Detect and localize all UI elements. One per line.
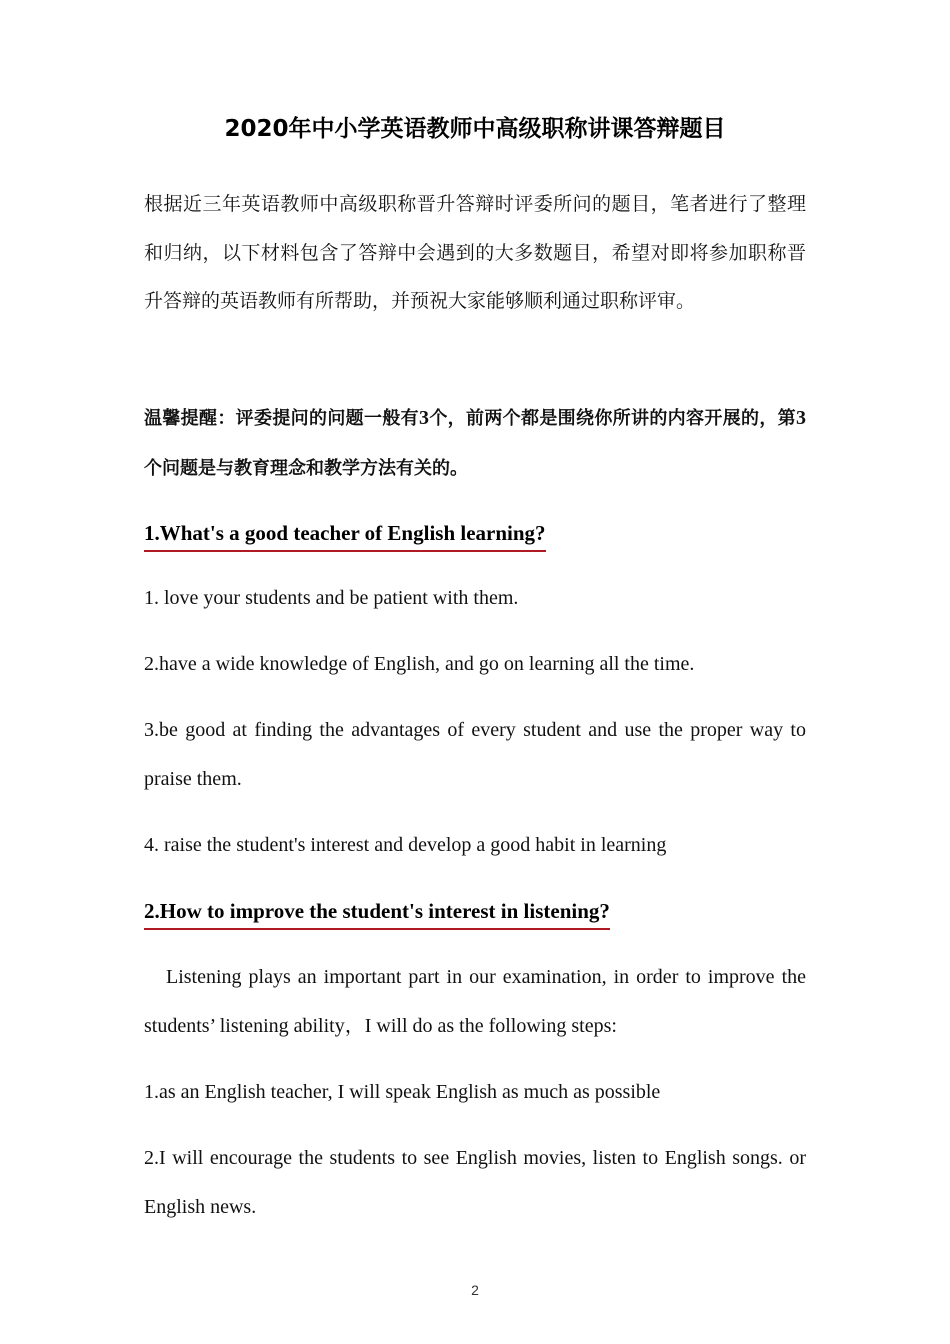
q1-answer-4: 4. raise the student's interest and develop a good habit in learning [144, 834, 667, 856]
tip-text-2: 个，前两个都是围绕你所讲的内容开展的，第 [429, 408, 796, 429]
question-1-heading: 1.What's a good teacher of English learning? [144, 518, 546, 552]
q1-answer-1: 1. love your students and be patient with them. [144, 587, 519, 609]
tip-text-1: 温馨提醒：评委提问的问题一般有 [144, 408, 419, 429]
tip-number-1: 3 [419, 407, 429, 429]
q2-answer-2: 2.I will encourage the students to see English movies, listen to English songs. or English news. [144, 1147, 806, 1218]
tip-paragraph [144, 393, 806, 494]
q2-intro-paragraph: Listening plays an important part in our examination, in order to improve the students’ listening ability，I will do as the following steps: [144, 966, 806, 1037]
q1-answer-3: 3.be good at finding the advantages of every student and use the proper way to praise them. [144, 719, 806, 790]
question-2-heading: 2.How to improve the student's interest in listening? [144, 896, 610, 930]
tip-number-2: 3 [796, 407, 806, 429]
q2-answer-1: 1.as an English teacher, I will speak English as much as possible [144, 1081, 661, 1103]
tip-text-3: 个问题是与教育理念和教学方法有关的。 [144, 458, 468, 479]
page-title: 2020年中小学英语教师中高级职称讲课答辩题目 [224, 116, 726, 142]
intro-paragraph: 根据近三年英语教师中高级职称晋升答辩时评委所问的题目，笔者进行了整理和归纳，以下材料包含了答辩中会遇到的大多数题目，希望对即将参加职称晋升答辩的英语教师有所帮助，并预祝大家能够顺利通过职称评审。 [144, 193, 806, 312]
q1-answer-2: 2.have a wide knowledge of English, and go on learning all the time. [144, 653, 695, 675]
page-number: 2 [471, 1282, 479, 1298]
